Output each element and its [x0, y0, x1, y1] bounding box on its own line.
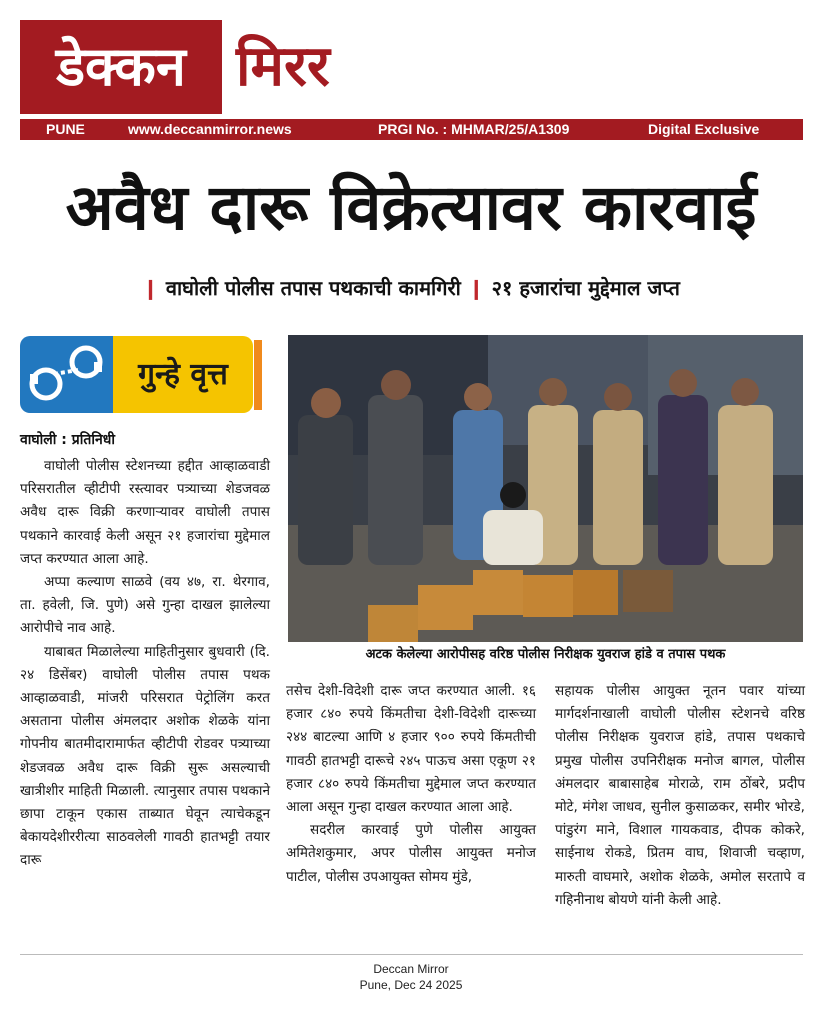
subheadline	[12, 270, 810, 306]
footer-place-date: Pune, Dec 24 2025	[359, 978, 463, 992]
news-photo	[288, 335, 803, 642]
website-link[interactable]: www.deccanmirror.news	[128, 121, 292, 137]
section-badge-label: गुन्हे वृत्त	[113, 336, 253, 413]
article-paragraph: सदरील कारवाई पुणे पोलीस आयुक्त अमितेशकुमार, अपर पोलीस आयुक्त मनोज पाटील, पोलीस उपआयुक्त सोमय मुंडे,	[286, 822, 536, 885]
article-paragraph: वाघोली पोलीस स्टेशनच्या हद्दीत आव्हाळवाडी परिसरातील व्हीटीपी रस्त्यावर पत्र्याच्या शेडजवळ अवैध दारू विक्री करणाऱ्यावर वाघोली तपास पथकाने कारवाई केली असून २१ हजारांचा मुद्देमाल जप्त करण्यात आला आहे.	[20, 458, 270, 567]
byline: वाघोली : प्रतिनिधी	[20, 432, 115, 448]
prgi-number: PRGI No. : MHMAR/25/A1309	[378, 121, 570, 137]
masthead-logo-box	[20, 20, 222, 114]
photo-caption: अटक केलेल्या आरोपीसह वरिष्ठ पोलीस निरीक्षक युवराज हांडे व तपास पथक	[365, 647, 726, 662]
article-column-3	[555, 680, 805, 912]
divider-bar-icon: ❙	[467, 276, 485, 300]
section-badge-stripe	[254, 340, 262, 410]
city-label: PUNE	[46, 121, 85, 137]
subheadline-part2: २१ हजारांचा मुद्देमाल जप्त	[491, 276, 680, 300]
headline: अवैध दारू विक्रेत्यावर कारवाई	[65, 171, 757, 244]
article-paragraph: सहायक पोलीस आयुक्त नूतन पवार यांच्या मार्गदर्शनाखाली वाघोली पोलीस स्टेशनचे वरिष्ठ पोलीस निरीक्षक युवराज हांडे, तपास पथकाचे प्रमुख पोलीस उपनिरीक्षक मनोज बागल, पोलीस अंमलदार बाबासाहेब मोराळे, राम ठोंबरे, प्रदीप मोटे, मंगेश जाधव, सुनील कुसाळकर, समीर भोरडे, पांडुरंग माने, विशाल गायकवाड, दीपक कोकरे, साईनाथ रोकडे, प्रितम वाघ, शिवाजी चव्हाण, मारुती वाघमारे, अशोक शेळके, अमोल सरतापे व गहिनीनाथ बोयणे यांनी केली आहे.	[555, 683, 805, 908]
subheadline-part1: वाघोली पोलीस तपास पथकाची कामगिरी	[165, 276, 461, 300]
footer-divider	[20, 954, 803, 955]
section-badge-icon-panel	[20, 336, 113, 413]
article-paragraph: तसेच देशी-विदेशी दारू जप्त करण्यात आली. १६ हजार ८४० रुपये किंमतीचा देशी-विदेशी दारूच्या २४४ बाटल्या आणि ४ हजार ९०० रुपये किंमतीची गावठी हातभट्टी दारूचे २४५ पाऊच असा एकूण २१ हजार ८४० रुपये किंमतीचा मुद्देमाल जप्त करण्यात आला असून गुन्हा दाखल करण्यात आला आहे.	[286, 683, 536, 816]
masthead-name-part1: डेक्कन	[56, 35, 186, 98]
article-paragraph: अप्पा कल्याण साळवे (वय ४७, रा. थेरगाव, ता. हवेली, जि. पुणे) असे गुन्हा दाखल झालेल्या आरोपीचे नाव आहे.	[20, 574, 270, 637]
edition-label: Digital Exclusive	[648, 121, 760, 137]
police-team-photo	[288, 335, 803, 642]
divider-bar-icon: ❙	[142, 276, 159, 300]
article-paragraph: याबाबत मिळालेल्या माहितीनुसार बुधवारी (दि. २४ डिसेंबर) वाघोली पोलीस तपास पथक आव्हाळवाडी, मांजरी परिसरात पेट्रोलिंग करत असताना पोलीस अंमलदार अशोक शेळके यांना गोपनीय बातमीदारामार्फत व्हीटीपी रोडवर पत्र्याच्या शेडजवळ अवैध दारू विक्री सुरू असल्याची खात्रीशीर माहिती मिळाली. त्यानुसार तपास पथकाने छापा टाकून एकास ताब्यात घेवून त्याचेकडून बेकायदेशीररीत्या साठवलेली गावठी हातभट्टी तयार दारू	[20, 643, 270, 869]
handcuffs-icon	[20, 336, 113, 413]
footer-publication: Deccan Mirror	[373, 962, 449, 976]
masthead-name-part2: मिरर	[236, 34, 330, 99]
masthead-info-bar	[20, 119, 803, 140]
article-column-2	[286, 680, 536, 889]
article-column-1	[20, 455, 270, 873]
